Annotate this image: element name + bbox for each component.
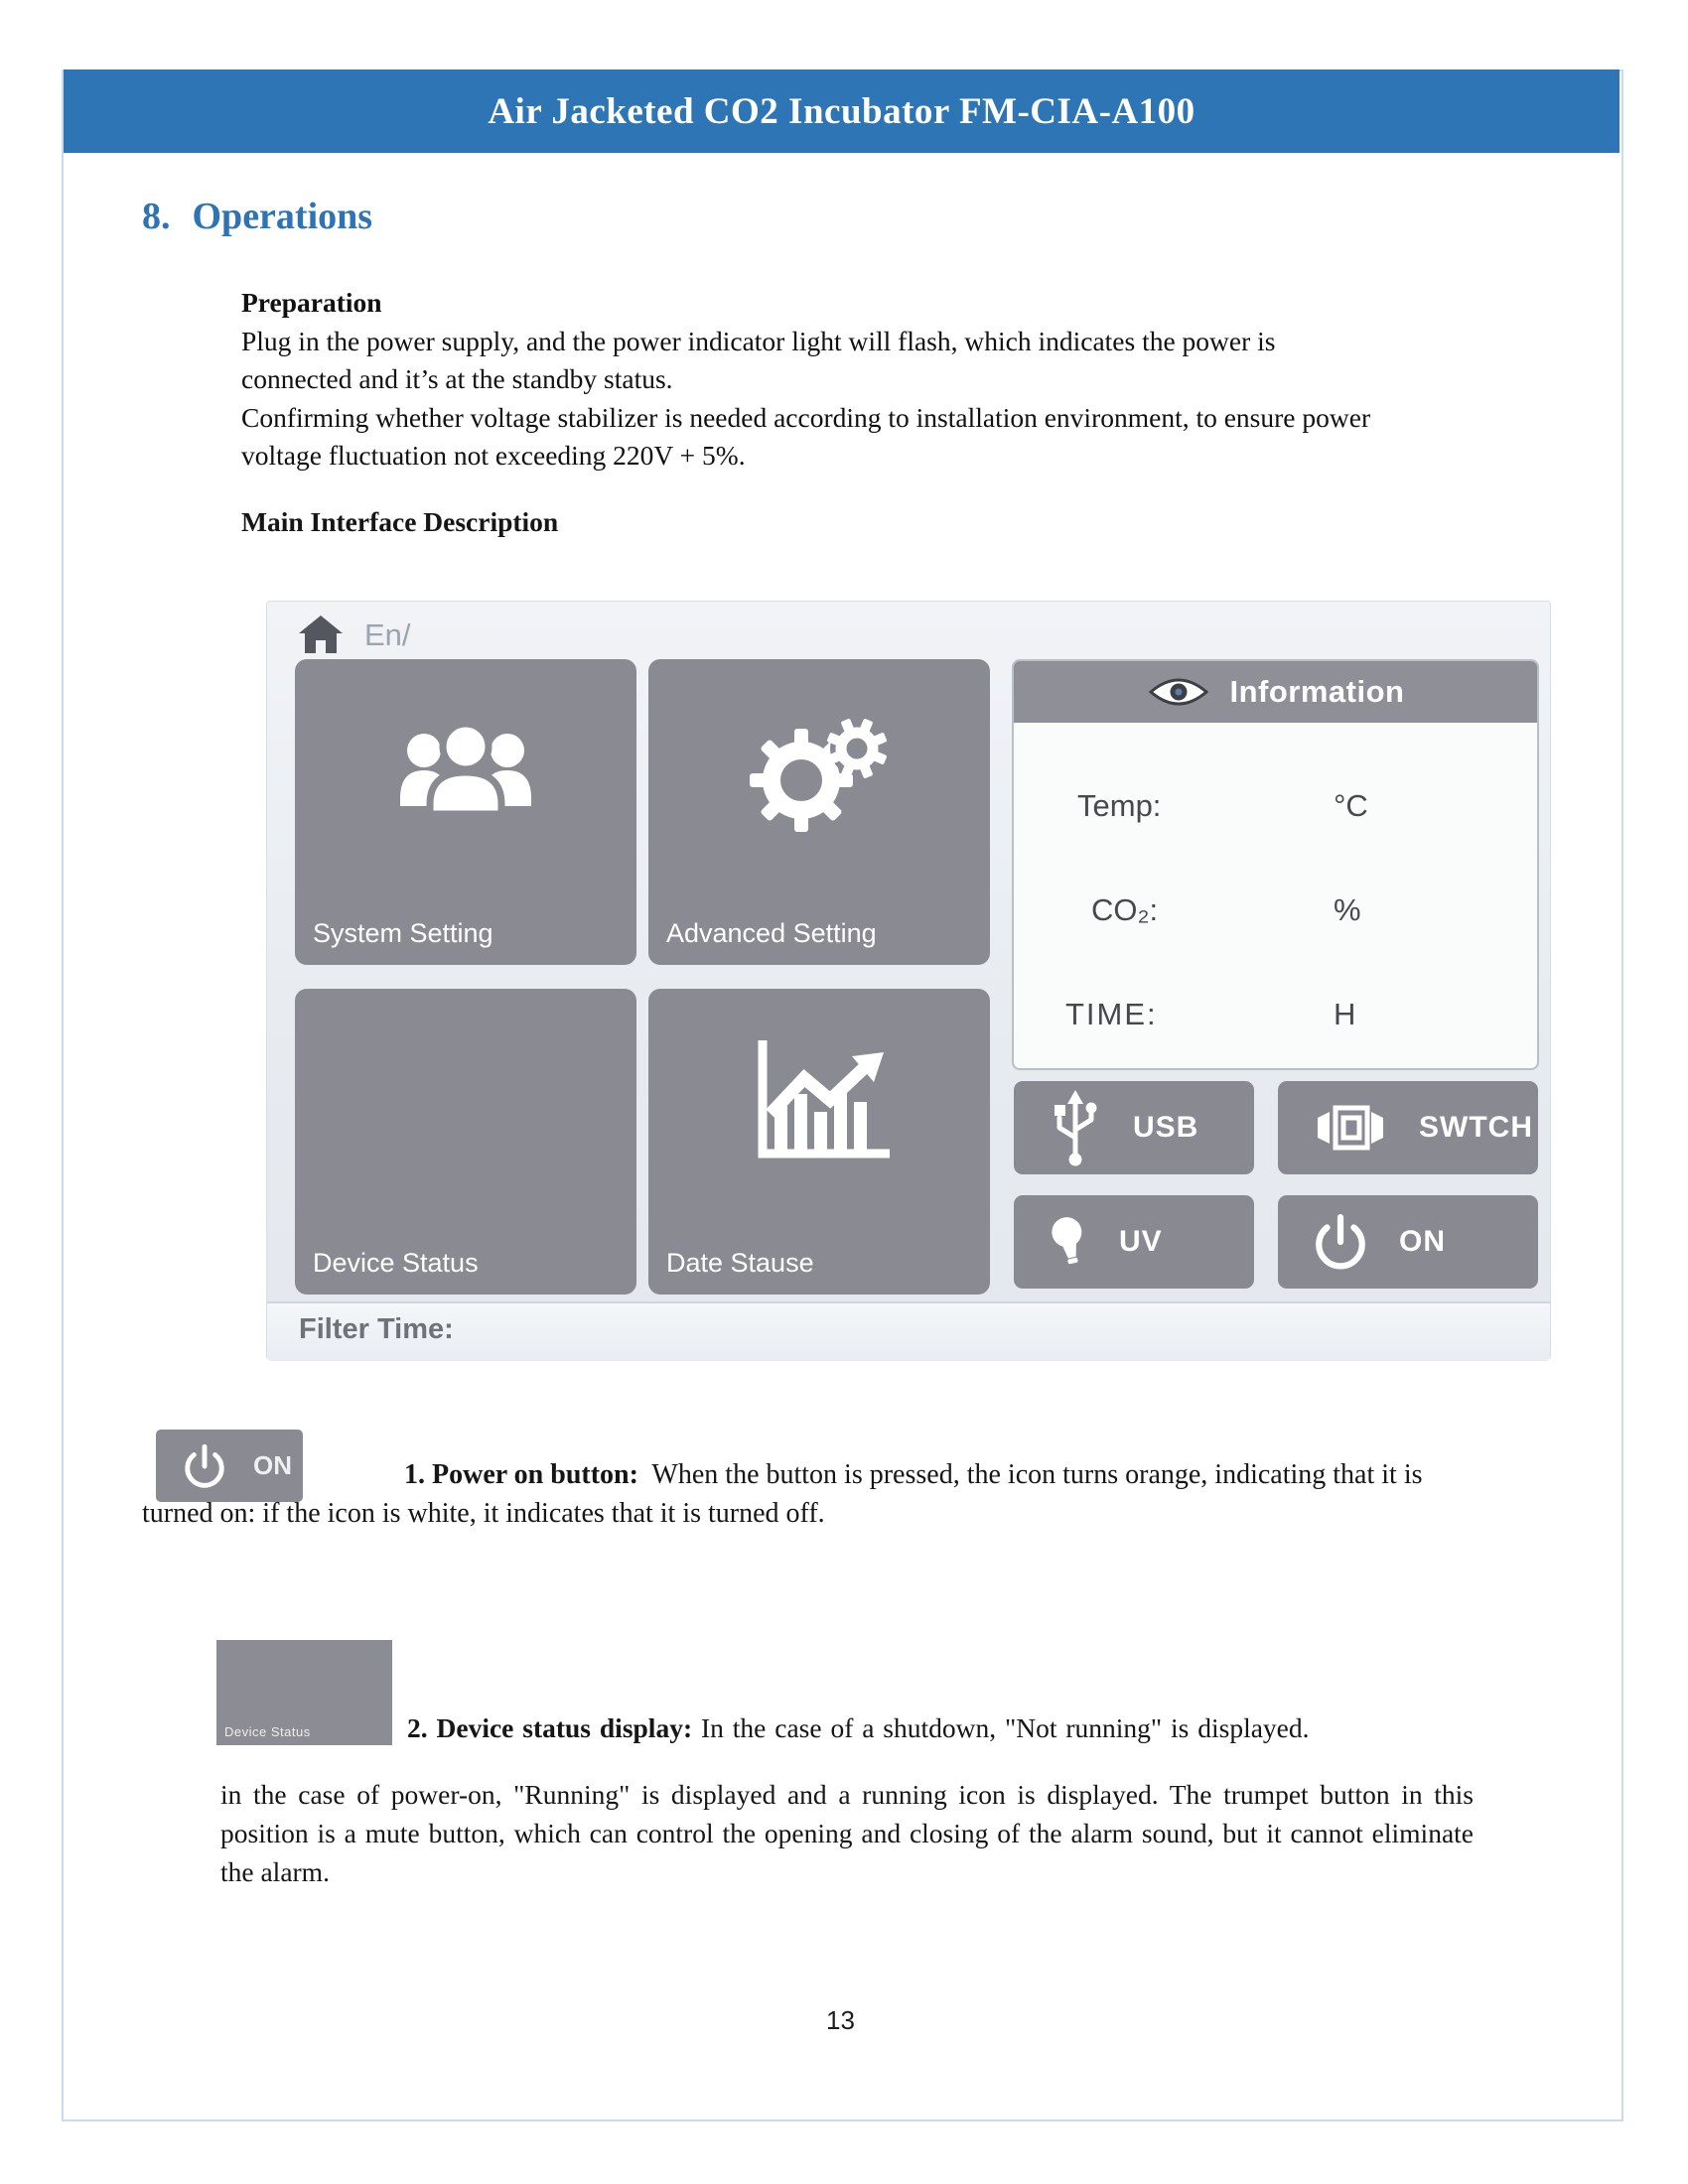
section-title: Operations [192, 196, 373, 237]
item2-title: 2. Device status display: [407, 1712, 693, 1743]
main-interface-heading: Main Interface Description [241, 506, 559, 537]
item1-title: 1. Power on button: [404, 1459, 638, 1490]
info-row-co2 [1014, 892, 1537, 934]
section-heading [142, 195, 372, 238]
tile-date-stause [648, 989, 990, 1295]
page-number: 13 [826, 2005, 855, 2035]
information-header [1014, 661, 1537, 723]
usb-button [1014, 1081, 1254, 1174]
time-label: TIME: [1065, 997, 1158, 1031]
co2-unit: % [1334, 892, 1361, 927]
co2-label: CO₂: [1091, 892, 1159, 927]
device-status-thumbnail [216, 1640, 392, 1745]
on-thumb-label: ON [253, 1450, 292, 1480]
temp-label: Temp: [1077, 788, 1162, 823]
document-header [64, 69, 1619, 153]
power-icon [1312, 1213, 1369, 1271]
tile-advanced-setting [648, 659, 990, 965]
usb-label: USB [1133, 1111, 1199, 1144]
item1-text: When the button is pressed, the icon turns orange, indicating that it is turned on: if the icon is white, it indicates that it is turned off. [142, 1459, 1430, 1529]
filter-time-label: Filter Time: [299, 1313, 454, 1345]
preparation-paragraph-2: Confirming whether voltage stabilizer is needed according to installation environment, to ensure power voltage fluctuation not exceeding 220V + 5%. [241, 401, 1371, 471]
tile-label: System Setting [313, 918, 493, 948]
time-unit: H [1334, 997, 1356, 1031]
device-status-description [407, 1709, 1579, 1747]
tile-label: Date Stause [666, 1248, 814, 1278]
chart-icon [648, 1030, 990, 1169]
device-status-paragraph: in the case of power-on, "Running" is displayed and a running icon is displayed. The trumpet button in this position is a mute button, which can control the opening and closing of the alarm sound, but it cannot eliminate the alarm. [220, 1779, 1474, 1887]
swtch-button [1278, 1081, 1538, 1174]
usb-icon [1048, 1088, 1103, 1167]
switch-icon [1312, 1102, 1389, 1154]
filter-time-strip [267, 1301, 1550, 1361]
information-title: Information [1229, 674, 1405, 709]
tile-system-setting [295, 659, 636, 965]
swtch-label: SWTCH [1419, 1111, 1533, 1144]
item2-text: In the case of a shutdown, "Not running" is displayed. [692, 1712, 1310, 1743]
preparation-block [241, 284, 1383, 476]
eye-icon [1147, 674, 1210, 710]
power-on-description [142, 1455, 1484, 1533]
temp-unit: °C [1334, 788, 1368, 823]
bulb-icon [1048, 1212, 1089, 1272]
on-button [1278, 1195, 1538, 1289]
tile-label: Device Status [313, 1248, 479, 1278]
preparation-heading: Preparation [241, 287, 382, 318]
info-row-time [1014, 997, 1537, 1038]
tile-label: Advanced Setting [666, 918, 877, 948]
ui-screenshot [266, 601, 1551, 1360]
gears-icon [648, 709, 990, 832]
home-icon [297, 614, 345, 655]
section-number: 8. [142, 196, 171, 237]
on-label: ON [1399, 1225, 1446, 1258]
preparation-paragraph-1: Plug in the power supply, and the power indicator light will flash, which indicates the power is connected and it’s at the standby status. [241, 325, 1276, 394]
breadcrumb: En/ [364, 617, 411, 652]
tile-device-status [295, 989, 636, 1295]
document-title: Air Jacketed CO2 Incubator FM-CIA-A100 [488, 90, 1196, 132]
info-row-temp [1014, 788, 1537, 830]
uv-label: UV [1119, 1225, 1163, 1258]
device-thumb-label: Device Status [224, 1724, 311, 1739]
users-icon [295, 709, 636, 832]
uv-button [1014, 1195, 1254, 1289]
information-panel [1012, 659, 1539, 1070]
